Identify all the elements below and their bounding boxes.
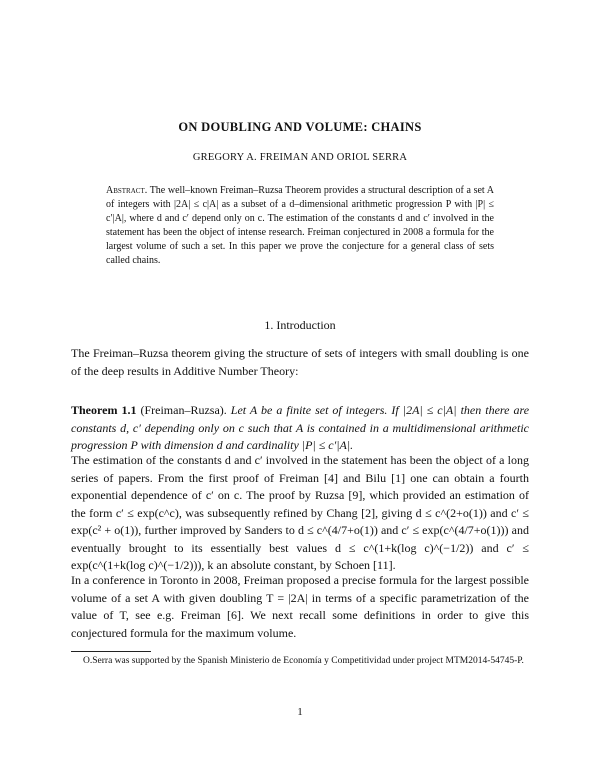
abstract-text: The well–known Freiman–Ruzsa Theorem provides a structural description of a set A of integers with |2A| ≤ c|A| as a subset of a d–dimensional arithmetic progression P with |P| ≤ c′|A|, where d and c′ depend only on c. The estimation of the constants d and c′ involved in the statement has been the object of intense research. Freiman conjectured in 2008 a formula for the largest volume of such a set. In this paper we prove the conjecture for a general class of sets called chains. bbox=[106, 185, 494, 266]
footnote: O.Serra was supported by the Spanish Ministerio de Economía y Competitividad under project MTM2014-54745-P. bbox=[83, 656, 524, 666]
abstract bbox=[106, 184, 494, 268]
paper-authors: GREGORY A. FREIMAN AND ORIOL SERRA bbox=[192, 152, 408, 163]
theorem-block bbox=[71, 402, 529, 455]
intro-paragraph-3: In a conference in Toronto in 2008, Freiman proposed a precise formula for the largest possible volume of a set A with given doubling T = |2A| in terms of a specific parametrization of the value of T, see e.g. Freiman [6]. We next recall some definitions in order to give this conjectured formula for the maximum volume. bbox=[71, 573, 529, 640]
paper-title: ON DOUBLING AND VOLUME: CHAINS bbox=[178, 120, 422, 134]
intro-paragraph-2: The estimation of the constants d and c′ involved in the statement has been the object of a long series of papers. From the first proof of Freiman [4] and Bilu [1] one can obtain a fourth exponential dependence of c′ on c. The proof by Ruzsa [9], which provided an estimation of the form c′ ≤ exp(c^c), was subsequently refined by Chang [2], giving d ≤ c^(2+o(1)) and c′ ≤ exp(c² + o(1)), further improved by Sanders to d ≤ c^(4/7+o(1)) and c′ ≤ exp(c^(4/7+o(1))) and eventually brought to its essentially best values d ≤ c^(1+k(log c)^(−1/2)) and c′ ≤ exp(c^(1+k(log c)^(−1/2))), k an absolute constant, by Schoen [11]. bbox=[71, 453, 529, 572]
theorem-label: Theorem 1.1 bbox=[71, 403, 137, 417]
section-heading: 1. Introduction bbox=[264, 318, 336, 332]
abstract-label: Abstract. bbox=[106, 185, 148, 196]
page-number: 1 bbox=[297, 706, 303, 718]
intro-paragraph-1: The Freiman–Ruzsa theorem giving the structure of sets of integers with small doubling is one of the deep results in Additive Number Theory: bbox=[71, 346, 529, 378]
theorem-attribution: (Freiman–Ruzsa). bbox=[140, 403, 227, 417]
theorem-statement: Let A be a finite set of integers. If |2A| ≤ c|A| then there are constants d, c′ depending only on c such that A is contained in a multidimensional arithmetic progression P with dimension d and cardinality |P| ≤ c′|A|. bbox=[71, 403, 530, 452]
footnote-rule bbox=[71, 651, 151, 652]
